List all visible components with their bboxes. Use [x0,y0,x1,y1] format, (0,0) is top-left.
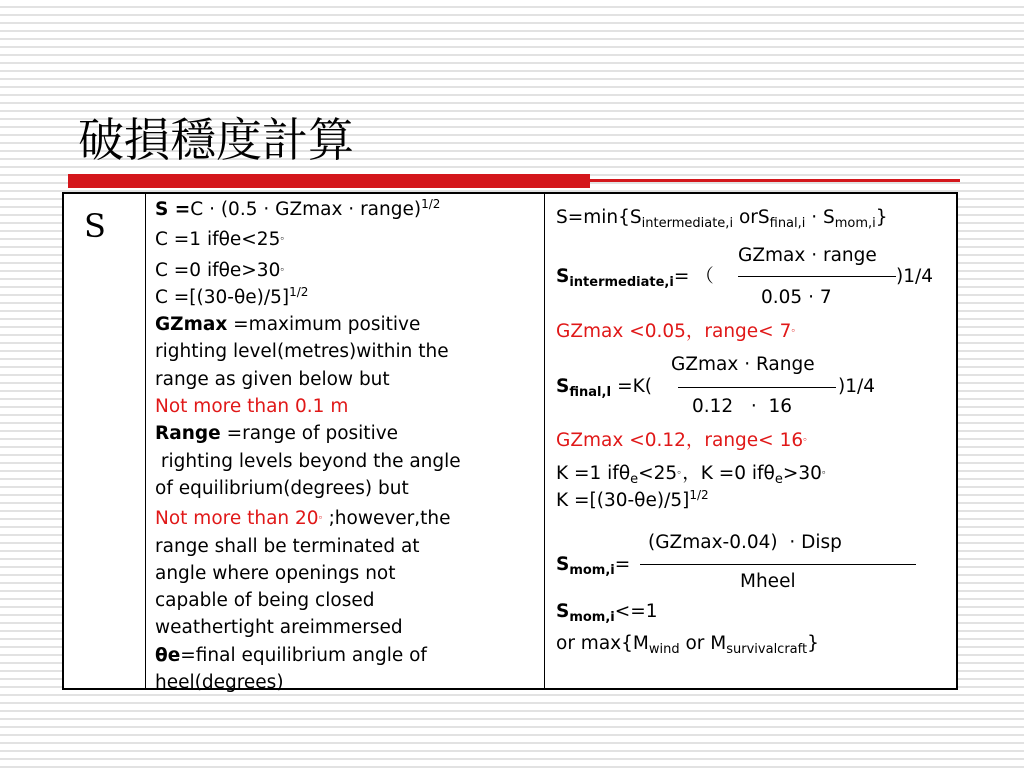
c-condition-line: C =1 ifθe<25。 [155,229,291,251]
theta-e-definition: θe=final equilibrium angle of [155,644,427,666]
mom-denominator: Mheel [740,571,796,592]
fraction-bar [738,276,896,277]
intermediate-limit-note: GZmax <0.05，range< 7。 [556,321,802,342]
final-exponent: )1/4 [838,376,875,397]
mom-numerator: (GZmax-0.04) · Disp [648,532,842,553]
definition-line: angle where openings not [155,562,396,584]
mom-lhs: $S_{mom,i}=$ [556,554,631,578]
definition-line: of equilibrium(degrees) but [155,477,409,499]
slide-title: 破損穩度計算 [78,113,354,167]
column-divider [544,194,545,688]
definition-line: heel(degrees) [155,672,284,694]
final-lhs: $S_{final,I} =K$( [556,376,652,400]
s-min-formula: $S=\min\{S_{intermediate,i}$ $orS_{final,i} \cdot S_{mom,i}$} [556,207,888,231]
title-underline-thin [590,179,960,182]
fraction-bar [640,564,916,565]
final-denominator: 0.12 · 16 [692,396,793,417]
k-formula-line: $K =[(30-\theta e)/5]^{1/2}$ [556,488,709,511]
row-label-s: S [84,207,106,245]
range-limit-line: Not more than 20。;however,the [155,508,451,530]
definition-line: righting levels beyond the angle [155,450,461,472]
definitions-cell [155,196,535,696]
title-underline [68,174,960,188]
formula-s-line: S =C · (0.5 · GZmax · range)$^{1/2}$ [155,197,441,220]
definition-line: capable of being closed [155,590,375,612]
range-definition: Range =range of positive [155,423,399,445]
title-underline-thick [68,174,590,188]
or-max-line: or $\max\{M_{wind}$ or $M_{survivalcraft}$} [556,633,819,657]
intermediate-lhs: $S_{intermediate,i}=$ （ [556,266,714,290]
column-divider [145,194,146,688]
definition-line: righting level(metres)within the [155,341,449,363]
definition-line: range as given below but [155,368,390,390]
intermediate-numerator: GZmax · range [738,245,877,266]
smom-limit-line: $S_{mom,i}<=1$ [556,601,658,625]
gzmax-definition: GZmax =maximum positive [155,314,421,336]
intermediate-exponent: )1/4 [896,266,933,287]
formulas-cell [556,194,956,689]
intermediate-denominator: 0.05 · 7 [761,287,832,308]
c-formula-line: $C =[(30-\theta e)/5]^{1/2}$ [155,284,309,308]
gzmax-limit-note: Not more than 0.1 m [155,396,349,418]
final-numerator: GZmax · Range [671,354,815,375]
final-limit-note: GZmax <0.12，range< 16。 [556,430,814,451]
definition-line: weathertight areimmersed [155,617,403,639]
formula-table [62,192,958,694]
definition-line: range shall be terminated at [155,535,420,557]
k-condition-line: K =1 ifθ$_e$<25。，K =0 ifθ$_e$>30。 [556,463,832,487]
fraction-bar [678,387,836,388]
c-condition-line: C =0 ifθe>30。 [155,259,291,281]
